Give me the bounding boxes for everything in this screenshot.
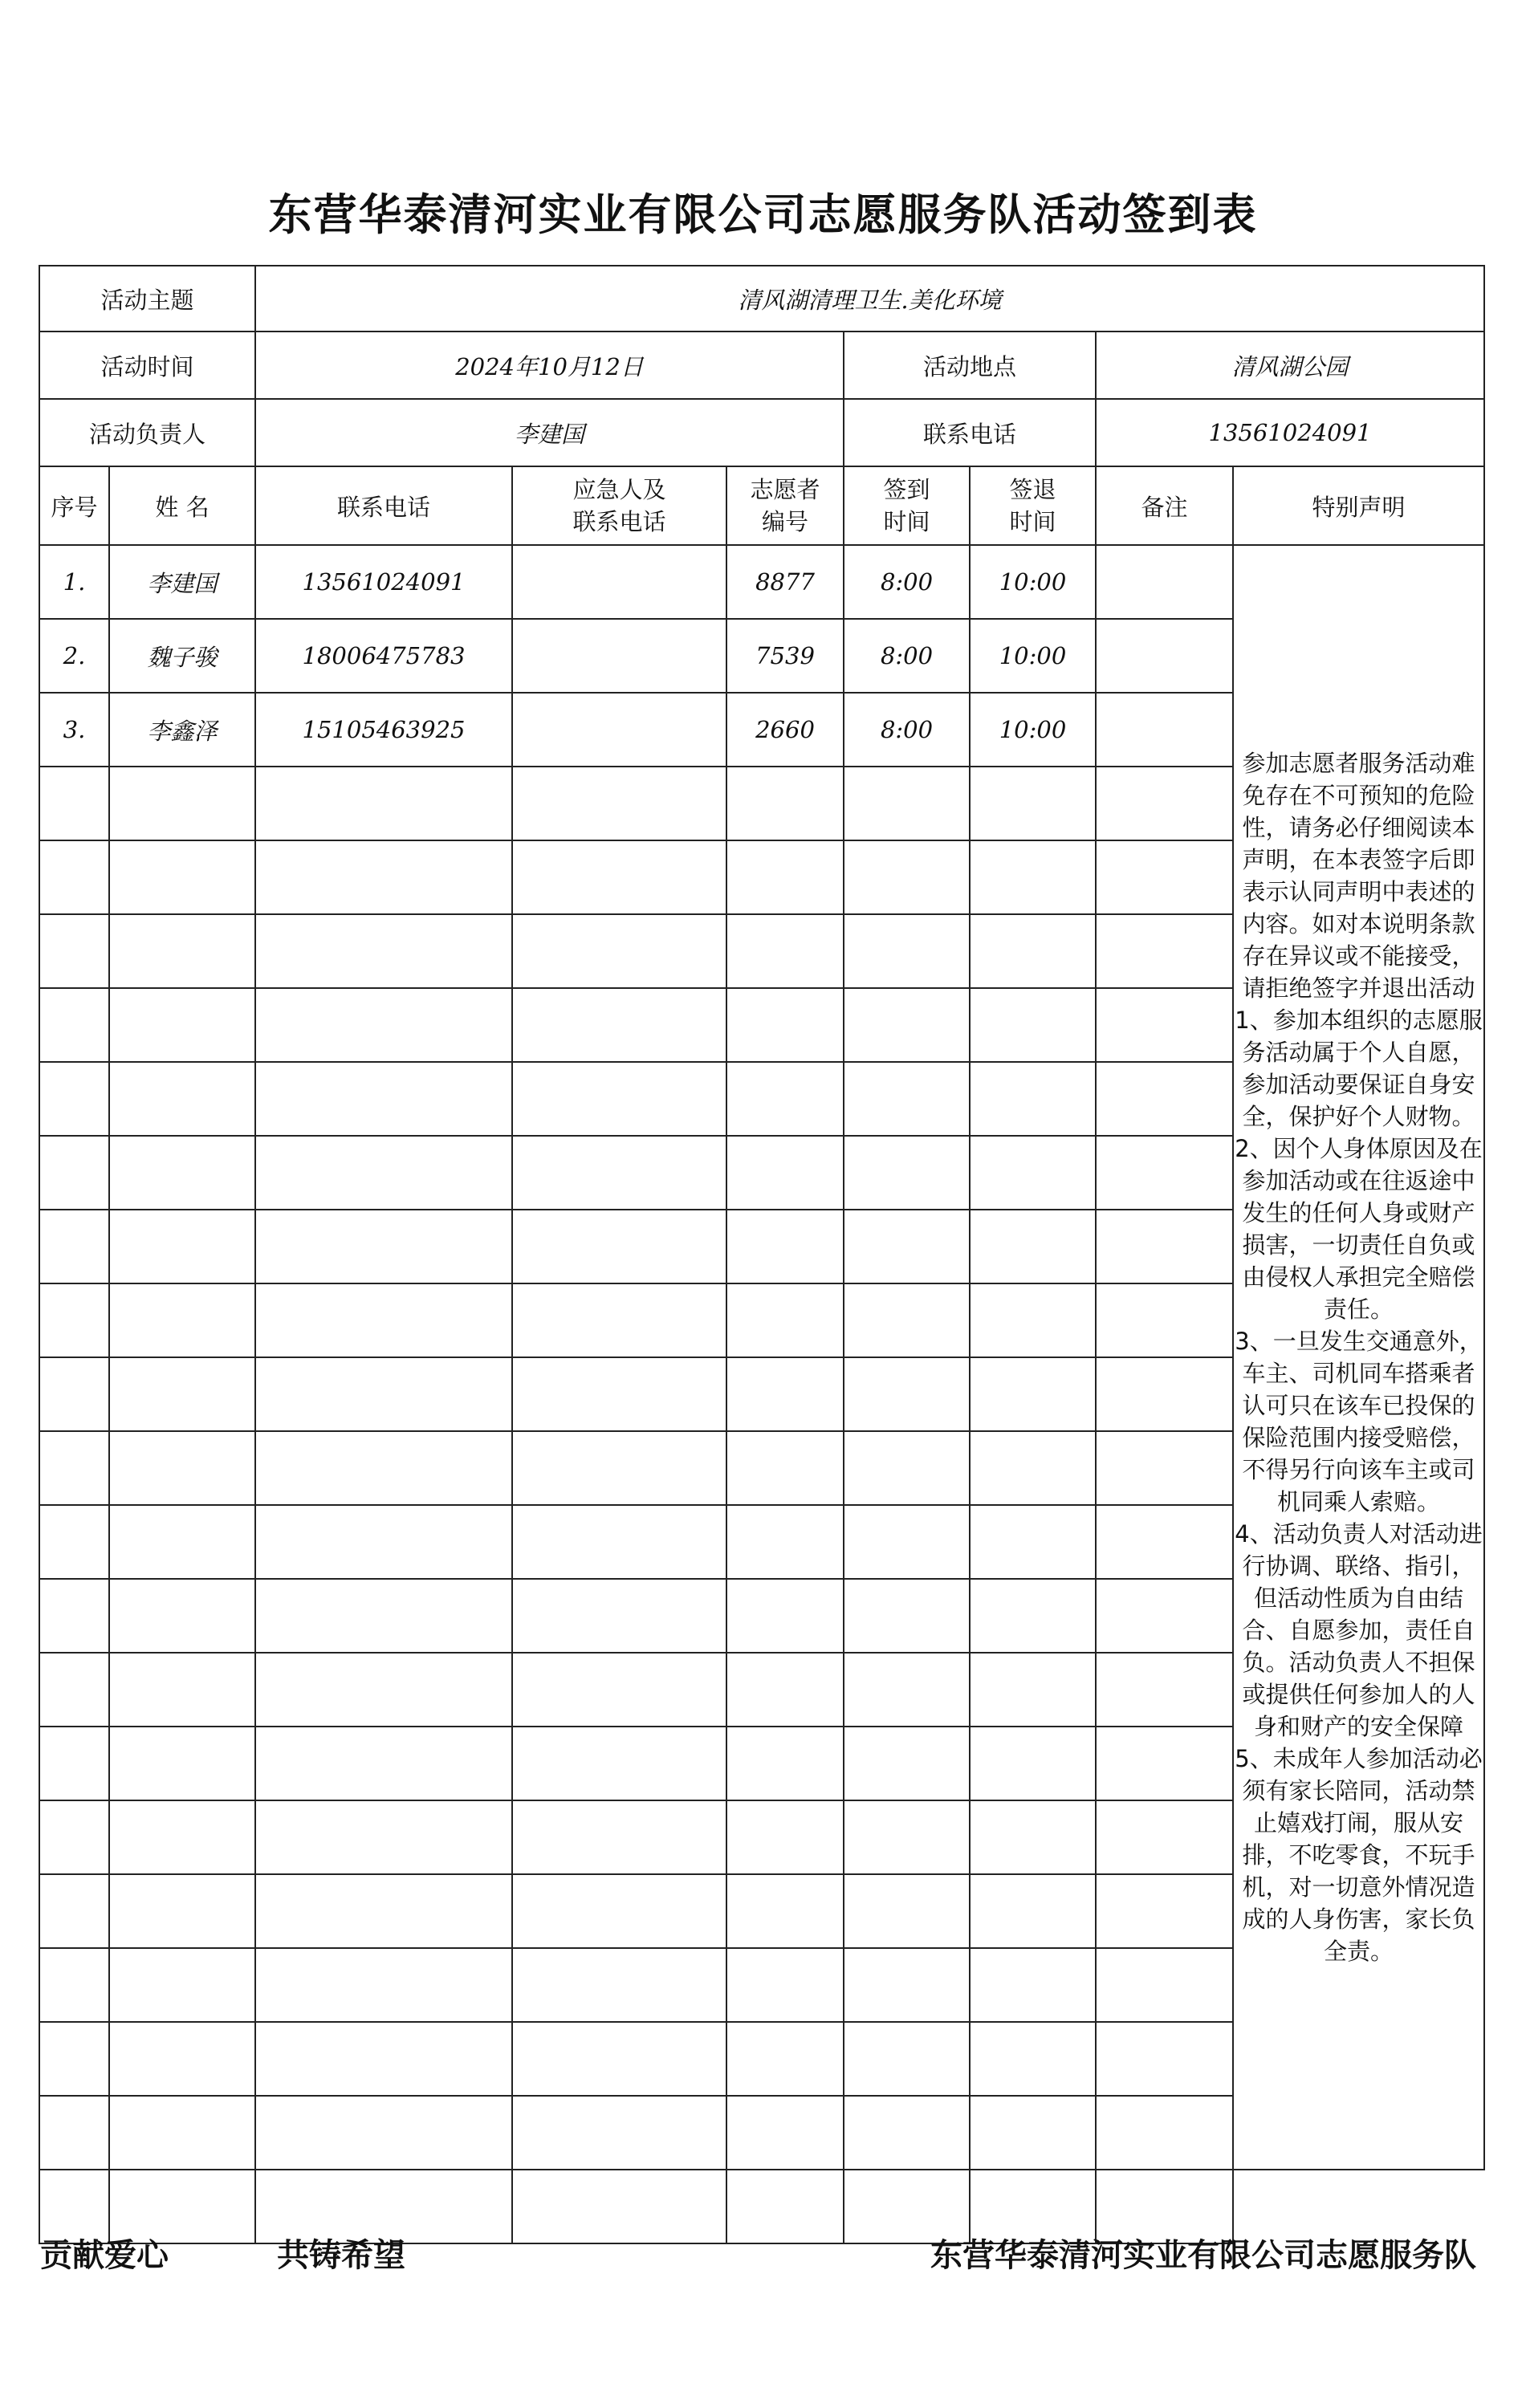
empty-cell[interactable] [726,2170,844,2243]
sign-in-sheet [39,265,1485,2244]
empty-cell[interactable] [844,1431,970,1505]
col-volunteer-no [726,466,844,545]
empty-cell[interactable] [726,2096,844,2170]
empty-cell[interactable] [1096,840,1233,914]
empty-cell[interactable] [109,1948,255,2022]
footer-slogan-2: 共铸希望 [277,2237,405,2274]
leader-phone-value[interactable]: 13561024091 [1096,399,1484,466]
row-name[interactable]: 李建国 [109,545,255,619]
empty-cell[interactable] [1096,2096,1233,2170]
empty-cell[interactable] [255,1874,512,1948]
row-remark[interactable] [1096,619,1233,693]
empty-cell[interactable] [109,1579,255,1653]
empty-cell[interactable] [844,1357,970,1431]
empty-cell[interactable] [255,1136,512,1210]
empty-cell[interactable] [512,1357,726,1431]
col-emergency [512,466,726,545]
row-phone[interactable]: 13561024091 [255,545,512,619]
empty-cell[interactable] [1096,1136,1233,1210]
empty-cell[interactable] [970,1874,1096,1948]
row-name[interactable]: 魏子骏 [109,619,255,693]
empty-cell[interactable] [109,1431,255,1505]
empty-cell[interactable] [726,988,844,1062]
empty-cell[interactable] [726,1136,844,1210]
empty-cell[interactable] [255,1948,512,2022]
empty-cell[interactable] [726,1727,844,1800]
empty-cell[interactable] [726,1283,844,1357]
empty-cell[interactable] [1096,914,1233,988]
empty-cell[interactable] [844,1579,970,1653]
place-label: 活动地点 [844,332,1096,399]
empty-cell[interactable] [255,1357,512,1431]
empty-cell[interactable] [1096,1874,1233,1948]
empty-cell[interactable] [726,1357,844,1431]
empty-cell[interactable] [1096,1283,1233,1357]
empty-cell[interactable] [255,1210,512,1283]
empty-cell[interactable] [970,1948,1096,2022]
empty-cell[interactable] [512,2022,726,2096]
time-label: 活动时间 [39,332,255,399]
empty-cell[interactable] [726,914,844,988]
leader-value[interactable]: 李建国 [255,399,844,466]
empty-cell[interactable] [1096,1948,1233,2022]
table-row [39,545,1484,619]
empty-cell[interactable] [109,1505,255,1579]
empty-cell[interactable] [39,1210,109,1283]
empty-cell[interactable] [970,1653,1096,1727]
empty-cell[interactable] [512,1505,726,1579]
empty-cell[interactable] [512,1653,726,1727]
empty-cell[interactable] [512,1727,726,1800]
empty-cell[interactable] [255,988,512,1062]
row-sign-in[interactable]: 8:00 [844,545,970,619]
empty-cell[interactable] [109,988,255,1062]
row-volunteer-no[interactable]: 2660 [726,693,844,767]
empty-cell[interactable] [39,1948,109,2022]
empty-cell[interactable] [726,1653,844,1727]
time-value[interactable]: 2024年10月12日 [255,332,844,399]
empty-cell[interactable] [970,1431,1096,1505]
empty-cell[interactable] [39,1800,109,1874]
empty-cell[interactable] [844,988,970,1062]
empty-cell[interactable] [109,914,255,988]
empty-cell[interactable] [109,2022,255,2096]
place-value[interactable]: 清风湖公园 [1096,332,1484,399]
empty-cell[interactable] [844,1800,970,1874]
empty-cell[interactable] [970,840,1096,914]
col-remark: 备注 [1096,466,1233,545]
empty-cell[interactable] [726,1210,844,1283]
row-sign-in[interactable]: 8:00 [844,619,970,693]
empty-cell[interactable] [255,1505,512,1579]
empty-cell[interactable] [39,1874,109,1948]
empty-cell[interactable] [255,1653,512,1727]
empty-cell[interactable] [970,988,1096,1062]
empty-cell[interactable] [1096,1579,1233,1653]
empty-cell[interactable] [255,2022,512,2096]
empty-cell[interactable] [1096,1357,1233,1431]
theme-label: 活动主题 [39,266,255,332]
col-name: 姓 名 [109,466,255,545]
empty-cell[interactable] [726,840,844,914]
empty-cell[interactable] [1096,1800,1233,1874]
empty-cell[interactable] [844,1505,970,1579]
empty-cell[interactable] [970,1579,1096,1653]
empty-cell[interactable] [1096,767,1233,840]
col-seq: 序号 [39,466,109,545]
empty-cell[interactable] [109,2096,255,2170]
empty-cell[interactable] [39,840,109,914]
empty-cell[interactable] [726,1800,844,1874]
empty-cell[interactable] [109,1874,255,1948]
empty-cell[interactable] [970,1136,1096,1210]
empty-cell[interactable] [1096,1431,1233,1505]
empty-cell[interactable] [512,1431,726,1505]
col-sign-out-line2: 时间 [1009,508,1056,535]
empty-cell[interactable] [109,1136,255,1210]
empty-cell[interactable] [1096,2022,1233,2096]
empty-cell[interactable] [970,1505,1096,1579]
empty-cell[interactable] [970,914,1096,988]
empty-cell[interactable] [970,1062,1096,1136]
empty-cell[interactable] [726,767,844,840]
empty-cell[interactable] [255,767,512,840]
empty-cell[interactable] [39,1505,109,1579]
empty-cell[interactable] [512,1800,726,1874]
col-emergency-line1: 应急人及 [572,476,666,503]
empty-cell[interactable] [970,1357,1096,1431]
row-sign-out[interactable]: 10:00 [970,693,1096,767]
col-volunteer-no-line2: 编号 [762,508,809,535]
empty-cell[interactable] [39,1727,109,1800]
empty-cell[interactable] [109,840,255,914]
empty-cell[interactable] [726,1579,844,1653]
empty-cell[interactable] [109,1210,255,1283]
col-phone: 联系电话 [255,466,512,545]
empty-cell[interactable] [844,1062,970,1136]
row-remark[interactable] [1096,693,1233,767]
empty-cell[interactable] [512,1874,726,1948]
empty-cell[interactable] [109,767,255,840]
empty-cell[interactable] [255,1431,512,1505]
empty-cell[interactable] [39,1357,109,1431]
empty-cell[interactable] [109,1653,255,1727]
row-volunteer-no[interactable]: 7539 [726,619,844,693]
empty-cell[interactable] [39,1062,109,1136]
col-volunteer-no-line1: 志愿者 [750,476,820,503]
row-sign-out[interactable]: 10:00 [970,545,1096,619]
col-sign-in-line2: 时间 [883,508,930,535]
empty-cell[interactable] [39,1283,109,1357]
empty-cell[interactable] [255,1579,512,1653]
phone-label: 联系电话 [844,399,1096,466]
form-title: 东营华泰清河实业有限公司志愿服务队活动签到表 [268,189,1258,240]
empty-cell[interactable] [1096,1062,1233,1136]
empty-cell[interactable] [39,988,109,1062]
row-sign-in[interactable]: 8:00 [844,693,970,767]
empty-cell[interactable] [726,1505,844,1579]
empty-cell[interactable] [1096,1210,1233,1283]
empty-cell[interactable] [726,1431,844,1505]
row-seq[interactable]: 3. [39,693,109,767]
empty-cell[interactable] [844,1210,970,1283]
empty-cell[interactable] [512,914,726,988]
empty-cell[interactable] [255,1727,512,1800]
row-emergency[interactable] [512,545,726,619]
empty-cell[interactable] [844,914,970,988]
row-sign-out[interactable]: 10:00 [970,619,1096,693]
empty-cell[interactable] [512,767,726,840]
empty-cell[interactable] [844,1136,970,1210]
empty-cell[interactable] [255,1800,512,1874]
empty-cell[interactable] [1096,1727,1233,1800]
col-notice: 特别声明 [1233,466,1484,545]
row-seq[interactable]: 2. [39,619,109,693]
empty-cell[interactable] [39,1431,109,1505]
empty-cell[interactable] [970,1210,1096,1283]
column-header-row [39,466,1484,545]
empty-cell[interactable] [39,2096,109,2170]
empty-cell[interactable] [726,1062,844,1136]
empty-cell[interactable] [109,1357,255,1431]
empty-cell[interactable] [844,1874,970,1948]
empty-cell[interactable] [255,840,512,914]
theme-value[interactable]: 清风湖清理卫生.美化环境 [255,266,1484,332]
empty-cell[interactable] [512,1283,726,1357]
empty-cell[interactable] [255,1283,512,1357]
empty-cell[interactable] [844,1727,970,1800]
empty-cell[interactable] [970,767,1096,840]
empty-cell[interactable] [726,2022,844,2096]
empty-cell[interactable] [970,1727,1096,1800]
empty-cell[interactable] [39,767,109,840]
row-phone[interactable]: 18006475783 [255,619,512,693]
empty-cell[interactable] [726,1874,844,1948]
empty-cell[interactable] [512,1136,726,1210]
empty-cell[interactable] [39,914,109,988]
empty-cell[interactable] [970,2096,1096,2170]
footer-slogan-1: 贡献爱心 [40,2237,169,2274]
empty-cell[interactable] [255,914,512,988]
empty-cell[interactable] [970,2022,1096,2096]
empty-cell[interactable] [109,1062,255,1136]
empty-cell[interactable] [39,1653,109,1727]
empty-cell[interactable] [1096,1653,1233,1727]
empty-cell[interactable] [512,1579,726,1653]
empty-cell[interactable] [844,840,970,914]
col-sign-out-line1: 签退 [1009,476,1056,503]
empty-cell[interactable] [39,1136,109,1210]
col-emergency-line2: 联系电话 [572,508,666,535]
empty-cell[interactable] [844,1653,970,1727]
leader-label: 活动负责人 [39,399,255,466]
empty-cell[interactable] [844,2096,970,2170]
row-remark[interactable] [1096,545,1233,619]
special-notice-text: 参加志愿者服务活动难免存在不可预知的危险性，请务必仔细阅读本声明，在本表签字后即表示认同声明中表述的内容。如对本说明条款存在异议或不能接受，请拒绝签字并退出活动 1、参加本组织的志愿服务活动属于个人自愿，参加活动要保证自身安全，保护好个人财物。 2、因个人身体原因及在参加活动或在往返途中发生的任何人身或财产损害，一切责任自负或由侵权人承担完全赔偿责任。 3、一旦发生交通意外，车主、司机同车搭乘者认可只在该车已投保的保险范围内接受赔偿，不得另行向该车主或司机同乘人索赔。 4、活动负责人对活动进行协调、联络、指引，但活动性质为自由结合、自愿参加，责任自负。活动负责人不担保或提供任何参加人的人身和财产的安全保障 5、未成年人参加活动必须有家长陪同，活动禁止嬉戏打闹，服从安排，不吃零食，不玩手机，对一切意外情况造成的人身伤害，家长负全责。 [1233,545,1484,2170]
empty-cell[interactable] [512,1210,726,1283]
empty-cell[interactable] [512,1948,726,2022]
row-emergency[interactable] [512,693,726,767]
empty-cell[interactable] [970,1283,1096,1357]
empty-cell[interactable] [512,1062,726,1136]
empty-cell[interactable] [39,1579,109,1653]
col-sign-out [970,466,1096,545]
empty-cell[interactable] [844,1283,970,1357]
empty-cell[interactable] [512,2170,726,2243]
empty-cell[interactable] [39,2022,109,2096]
empty-cell[interactable] [970,1800,1096,1874]
empty-cell[interactable] [512,2096,726,2170]
row-volunteer-no[interactable]: 8877 [726,545,844,619]
col-sign-in-line1: 签到 [883,476,930,503]
row-phone[interactable]: 15105463925 [255,693,512,767]
empty-cell[interactable] [109,1800,255,1874]
empty-cell[interactable] [844,767,970,840]
empty-cell[interactable] [512,840,726,914]
empty-cell[interactable] [1096,988,1233,1062]
empty-cell[interactable] [1096,1505,1233,1579]
empty-cell[interactable] [512,988,726,1062]
row-name[interactable]: 李鑫泽 [109,693,255,767]
empty-cell[interactable] [255,1062,512,1136]
empty-cell[interactable] [109,1727,255,1800]
empty-cell[interactable] [726,1948,844,2022]
empty-cell[interactable] [255,2096,512,2170]
col-sign-in [844,466,970,545]
row-emergency[interactable] [512,619,726,693]
empty-cell[interactable] [109,1283,255,1357]
empty-cell[interactable] [844,1948,970,2022]
row-seq[interactable]: 1. [39,545,109,619]
footer-organization: 东营华泰清河实业有限公司志愿服务队 [930,2237,1476,2274]
empty-cell[interactable] [844,2022,970,2096]
